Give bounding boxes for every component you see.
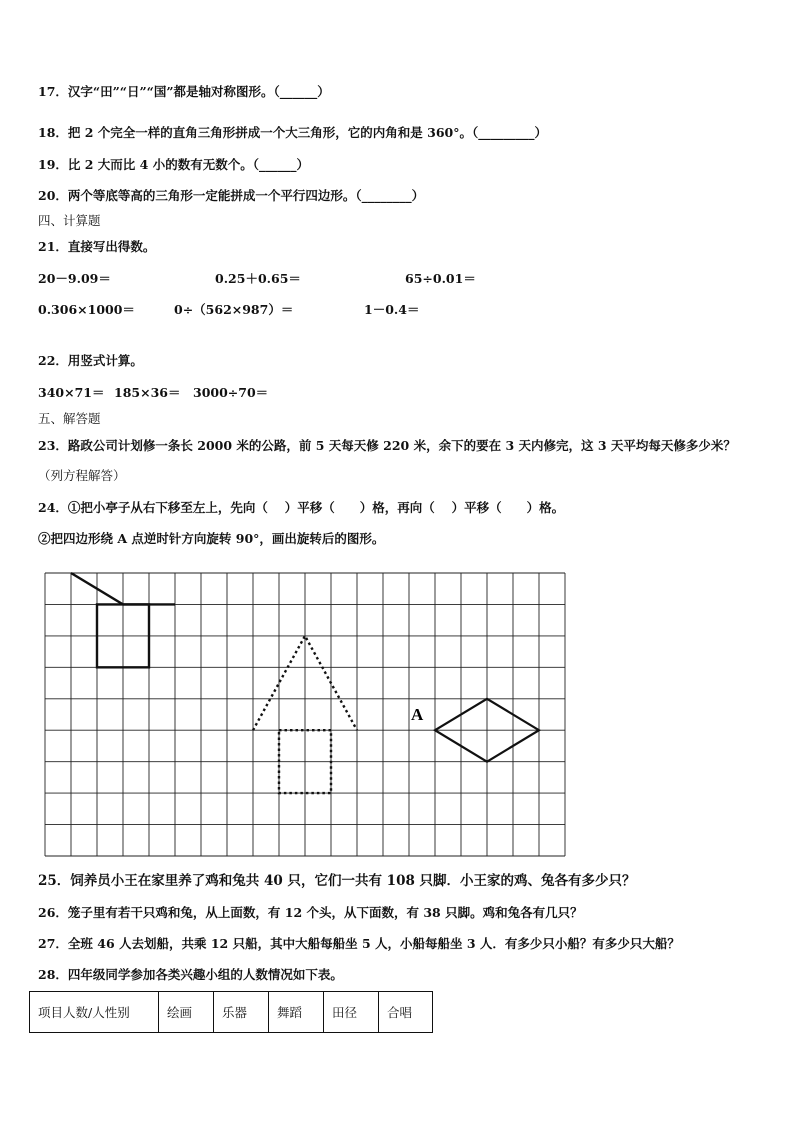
interest-group-table [29, 991, 433, 1033]
square-grid-figure [44, 572, 568, 860]
question-22: 22．用竖式计算。 [38, 353, 143, 368]
calc-22-a: 340×71＝ [38, 385, 105, 400]
question-25: 25．饲养员小王在家里养了鸡和兔共 40 只，它们一共有 108 只脚．小王家的鸡、兔各有多少只？ [38, 873, 636, 889]
table-header-cell: 乐器 [214, 992, 269, 1033]
question-28: 28．四年级同学参加各类兴趣小组的人数情况如下表。 [38, 967, 343, 982]
question-23-note: （列方程解答） [38, 468, 126, 483]
section-heading-5: 五、解答题 [38, 411, 101, 426]
calc-21-b: 0.25＋0.65＝ [215, 271, 301, 286]
calc-22-c: 3000÷70＝ [193, 385, 269, 400]
question-19: 19．比 2 大而比 4 小的数有无数个。（______） [38, 157, 309, 172]
section-heading-4: 四、计算题 [38, 213, 101, 228]
table-header-cell: 舞蹈 [269, 992, 324, 1033]
table-header-cell: 项目人数/人性别 [30, 992, 159, 1033]
calc-21-e: 0÷（562×987）＝ [174, 302, 294, 317]
question-18: 18．把 2 个完全一样的直角三角形拼成一个大三角形，它的内角和是 360°。（_________） [38, 125, 547, 140]
table-header-cell: 田径 [324, 992, 379, 1033]
question-23: 23．路政公司计划修一条长 2000 米的公路，前 5 天每天修 220 米，余下的要在 3 天内修完，这 3 天平均每天修多少米？ [38, 438, 736, 453]
table-header-cell: 绘画 [159, 992, 214, 1033]
calc-21-c: 65÷0.01＝ [405, 271, 476, 286]
question-26: 26．笼子里有若干只鸡和兔，从上面数，有 12 个头，从下面数，有 38 只脚。鸡和兔各有几只？ [38, 905, 583, 920]
question-17: 17．汉字“田”“日”“国”都是轴对称图形。（______） [38, 84, 330, 99]
calc-21-d: 0.306×1000＝ [38, 302, 135, 317]
grid-lines [45, 573, 565, 856]
question-20: 20．两个等底等高的三角形一定能拼成一个平行四边形。（________） [38, 188, 425, 203]
question-27: 27．全班 46 人去划船，共乘 12 只船，其中大船每船坐 5 人，小船每船坐 3 人．有多少只小船？有多少只大船？ [38, 936, 680, 951]
table-header-row [30, 992, 433, 1033]
calc-21-f: 1－0.4＝ [364, 302, 420, 317]
question-24-part-2: ②把四边形绕 A 点逆时针方向旋转 90°，画出旋转后的图形。 [38, 531, 385, 546]
calc-22-b: 185×36＝ [114, 385, 181, 400]
table-header-cell: 合唱 [379, 992, 433, 1033]
point-a-label: A [411, 705, 424, 725]
question-21: 21．直接写出得数。 [38, 239, 156, 254]
question-24-part-1: 24．①把小亭子从右下移至左上，先向（ ）平移（ ）格，再向（ ）平移（ ）格。 [38, 500, 565, 515]
calc-21-a: 20－9.09＝ [38, 271, 111, 286]
